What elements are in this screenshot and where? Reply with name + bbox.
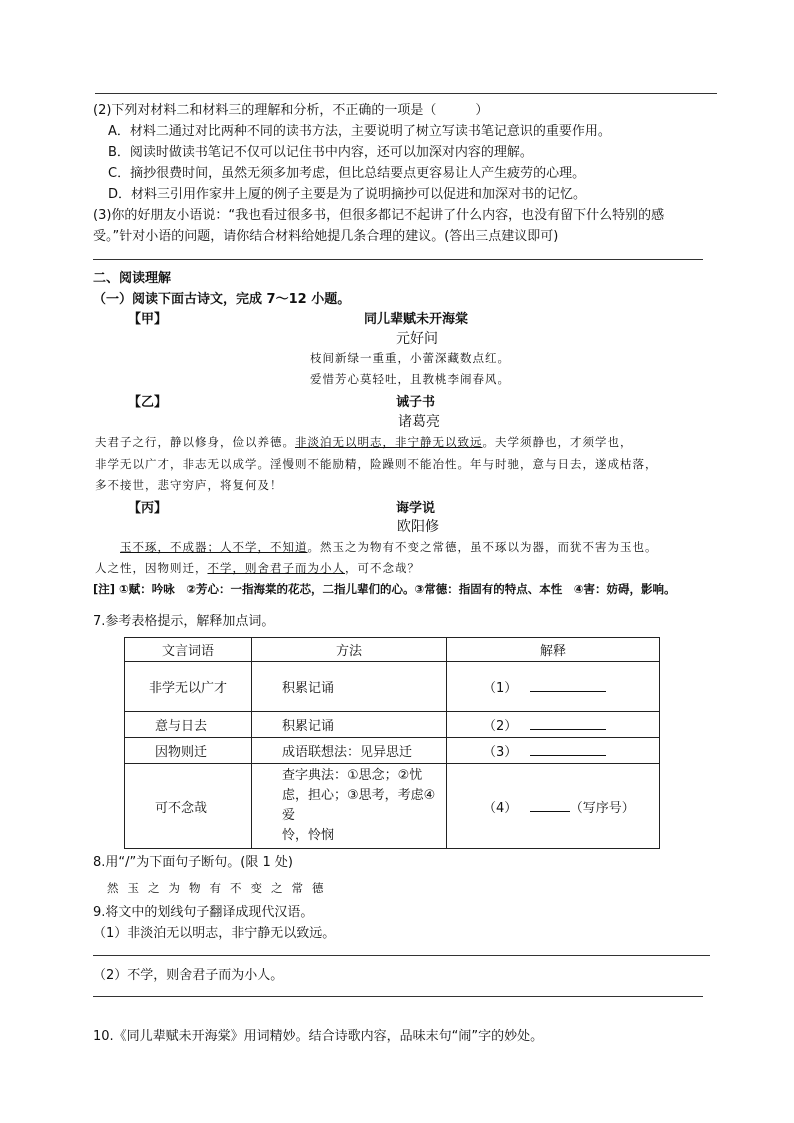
- row4-answer: [447, 764, 660, 849]
- row2-answer-label: （2）: [483, 719, 518, 734]
- table-row: [125, 712, 660, 738]
- row3-method: 成语联想法：见异思迁: [252, 738, 447, 764]
- q9-answer-line-1[interactable]: [93, 955, 710, 956]
- q9-answer-line-2[interactable]: [93, 996, 703, 997]
- q2-option-d: D．材料三引用作家井上厦的例子主要是为了说明摘抄可以促进和加深对书的记忆。: [108, 187, 587, 202]
- row2-word: 意与日去: [125, 712, 252, 738]
- row4-method-line3: 怜，怜悯: [282, 828, 335, 843]
- q2-option-b: B．阅读时做读书笔记不仅可以记住书中内容，还可以加深对内容的理解。: [108, 145, 533, 160]
- q7-table: [124, 637, 660, 849]
- bing-line2-b: ，可不念哉？: [345, 561, 420, 575]
- row4-word: 可不念哉: [125, 764, 252, 849]
- q9-stem: 9.将文中的划线句子翻译成现代汉语。: [93, 905, 314, 920]
- row4-answer-blank[interactable]: [530, 799, 570, 812]
- row4-answer-label: （4）: [483, 800, 518, 816]
- top-rule: [95, 93, 717, 94]
- table-header-method: 方法: [252, 638, 447, 662]
- row1-method: 积累记诵: [252, 662, 447, 712]
- yi-title: 诫子书: [396, 395, 436, 410]
- bing-line2: [95, 560, 420, 576]
- q2-stem: (2)下列对材料二和材料三的理解和分析，不正确的一项是（ ）: [93, 103, 489, 118]
- row3-answer: [447, 738, 660, 764]
- bing-line1: [120, 539, 658, 555]
- yi-line1: [95, 434, 633, 450]
- yi-underlined-sentence: 非淡泊无以明志，非宁静无以致远: [295, 435, 483, 449]
- row1-word: 非学无以广才: [125, 662, 252, 712]
- bing-line2-a: 人之性，因物则迁，: [95, 561, 208, 575]
- bing-author: 欧阳修: [397, 519, 439, 535]
- section-subtitle: （一）阅读下面古诗文，完成 7～12 小题。: [93, 292, 351, 307]
- footnote: [注] ①赋：吟咏 ②芳心：一指海棠的花芯，二指儿辈们的心。③常德：指固有的特点、本性 ④害：妨碍，影响。: [93, 582, 676, 596]
- row4-method: [252, 764, 447, 849]
- q9-sentence2: （2）不学，则舍君子而为小人。: [93, 968, 284, 983]
- bing-line1-b: 。然玉之为物有不变之常德，虽不琢以为器，而犹不害为玉也。: [307, 540, 658, 554]
- table-row: [125, 662, 660, 712]
- q2-option-a: A．材料二通过对比两种不同的读书方法，主要说明了树立写读书笔记意识的重要作用。: [108, 124, 611, 139]
- row3-answer-label: （3）: [483, 745, 518, 760]
- jia-author: 元好问: [396, 331, 438, 347]
- yi-author: 诸葛亮: [398, 414, 440, 430]
- yi-tag: 【乙】: [128, 395, 168, 410]
- bing-underlined-sentence-1: 玉不琢，不成器；人不学，不知道: [120, 540, 308, 554]
- jia-line1: 枝间新绿一重重，小蕾深藏数点红。: [310, 351, 510, 365]
- bing-tag: 【丙】: [128, 501, 168, 516]
- q8-sentence: 然玉之为物有不变之常德: [107, 881, 333, 895]
- q3-line1: (3)你的好朋友小语说：“我也看过很多书，但很多都记不起讲了什么内容，也没有留下什么特别的感: [93, 208, 665, 223]
- table-header-answer: 解释: [447, 638, 660, 662]
- jia-title: 同儿辈赋未开海棠: [364, 312, 469, 327]
- q8-stem: 8.用“/”为下面句子断句。(限 1 处): [93, 855, 293, 870]
- row3-answer-blank[interactable]: [530, 743, 606, 756]
- row4-method-line1: 查字典法：①思念；②忧: [282, 768, 423, 783]
- yi-line1-a: 夫君子之行，静以修身，俭以养德。: [95, 435, 295, 449]
- row3-word: 因物则迁: [125, 738, 252, 764]
- section-title: 二、阅读理解: [93, 271, 172, 286]
- row1-answer-blank[interactable]: [530, 679, 606, 692]
- yi-line3: 多不接世，悲守穷庐，将复何及！: [95, 478, 283, 492]
- row2-answer: [447, 712, 660, 738]
- table-row: [125, 764, 660, 849]
- row2-answer-blank[interactable]: [530, 717, 606, 730]
- bing-title: 诲学说: [396, 501, 436, 516]
- row2-method: 积累记诵: [252, 712, 447, 738]
- row1-answer-label: （1）: [483, 681, 518, 696]
- q2-option-c: C．摘抄很费时间，虽然无须多加考虑，但比总结要点更容易让人产生疲劳的心理。: [108, 166, 586, 181]
- q9-sentence1: （1）非淡泊无以明志，非宁静无以致远。: [93, 926, 336, 941]
- yi-line1-b: 。夫学须静也，才须学也，: [482, 435, 633, 449]
- answer-line[interactable]: [93, 259, 703, 260]
- row4-method-line2: 虑，担心；③思考，考虑④爱: [282, 788, 436, 823]
- row4-answer-suffix: （写序号）: [569, 800, 635, 816]
- table-header-word: 文言词语: [125, 638, 252, 662]
- table-row: [125, 738, 660, 764]
- row1-answer: [447, 662, 660, 712]
- jia-line2: 爱惜芳心莫轻吐，且教桃李闹春风。: [310, 372, 510, 386]
- bing-underlined-sentence-2: 不学，则舍君子而为小人: [207, 561, 345, 575]
- q3-line2: 受。”针对小语的问题，请你结合材料给她提几条合理的建议。(答出三点建议即可): [93, 229, 559, 244]
- jia-tag: 【甲】: [128, 312, 168, 327]
- q10-stem: 10.《同儿辈赋未开海棠》用词精妙。结合诗歌内容，品味末句“闹”字的妙处。: [93, 1029, 544, 1044]
- yi-line2: 非学无以广才，非志无以成学。淫慢则不能励精，险躁则不能冶性。年与时驰，意与日去，遂成枯落，: [95, 457, 658, 471]
- q7-stem: 7.参考表格提示，解释加点词。: [93, 614, 275, 629]
